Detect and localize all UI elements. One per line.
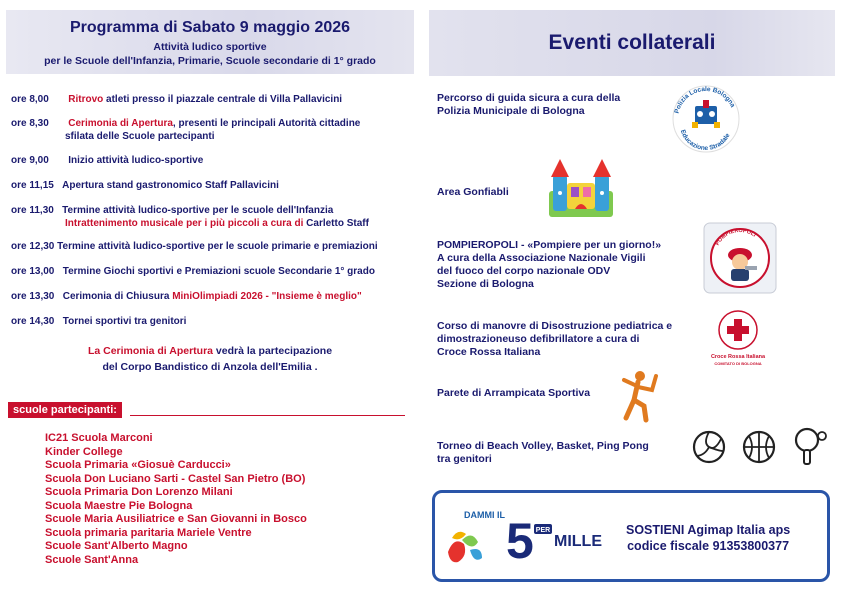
svg-text:5: 5 (506, 513, 534, 569)
svg-text:MILLE: MILLE (554, 533, 602, 550)
list-item: IC21 Scuola Marconi (45, 432, 153, 444)
svg-text:COMITATO DI BOLOGNA: COMITATO DI BOLOGNA (714, 361, 762, 366)
events-title: Eventi collaterali (548, 31, 716, 54)
schedule-item: ore 11,30 Termine attività ludico-sportive per le scuole dell'Infanzia Intrattenimento musicale per i più piccoli a cura di Carletto Staff (11, 205, 369, 229)
list-item: Scuola Don Luciano Sarti - Castel San Pietro (BO) (45, 472, 306, 485)
list-item: Scuola Primaria «Giosuè Carducci» (45, 459, 231, 471)
schedule-item: ore 13,30 Cerimonia di Chiusura MiniOlimpiadi 2026 - "Insieme è meglio" (11, 291, 362, 302)
event-item: Torneo di Beach Volley, Basket, Ping Pong tra genitori (437, 440, 649, 465)
program-title: Programma di Sabato 9 maggio 2026 (69, 19, 351, 36)
schedule-item: ore 8,30 Cerimonia di Apertura, presenti le principali Autorità cittadine sfilata delle Scuole partecipanti (11, 118, 361, 142)
list-item: Scuole Maria Ausiliatrice e San Giovanni in Bosco (45, 513, 307, 525)
svg-text:PER: PER (535, 527, 551, 534)
schedule-item: ore 11,15 Apertura stand gastronomico Staff Pallavicini (11, 180, 279, 191)
schedule-item: ore 13,00 Termine Giochi sportivi e Premiazioni scuole Secondarie 1° grado (11, 266, 375, 277)
volleyball-icon (691, 429, 727, 470)
list-item: Scuole Sant'Anna (45, 553, 139, 566)
basketball-icon (741, 429, 777, 470)
list-item: Scuole Sant'Alberto Magno (45, 540, 188, 552)
schools-list (45, 432, 307, 567)
list-item: Scuola Primaria Don Lorenzo Milani (45, 486, 233, 498)
list-item: Scuola primaria paritaria Mariele Ventre (45, 526, 252, 539)
svg-text:POMPIEROPOLI: POMPIEROPOLI (714, 227, 757, 247)
svg-text:DAMMI IL: DAMMI IL (464, 510, 505, 520)
police-badge-icon (668, 84, 744, 159)
event-item: POMPIEROPOLI - «Pompiere per un giorno!» A cura della Associazione Nazionale Vigili del fuoco del corpo nazionale ODV Sezione di Bologna (437, 239, 662, 290)
list-item: Scuola Maestre Pie Bologna (45, 499, 193, 512)
program-subtitle-schools: per le Scuole dell'Infanzia, Primarie, Scuole secondarie di 1° grado (44, 55, 376, 67)
event-item: Percorso di guida sicura a cura della Polizia Municipale di Bologna (437, 92, 621, 117)
list-item: Kinder College (45, 445, 123, 458)
program-header (6, 10, 414, 74)
svg-text:Polizia Locale Bologna: Polizia Locale Bologna (673, 85, 737, 115)
schedule-item: ore 9,00 Inizio attività ludico-sportive (11, 155, 204, 166)
program-subtitle: Attività ludico sportive (153, 41, 267, 53)
schools-header: scuole partecipanti: (8, 402, 122, 418)
firefighter-badge-icon (703, 222, 777, 299)
event-item: Corso di manovre di Disostruzione pediatrica e dimostrazioneuso defibrillatore a cura di Croce Rossa Italiana (437, 320, 673, 358)
event-item: Parete di Arrampicata Sportiva (437, 387, 591, 399)
schedule-item: ore 8,00 Ritrovo atleti presso il piazzale centrale di Villa Pallavicini (11, 94, 343, 105)
red-cross-icon (706, 306, 770, 375)
five-per-mille-logo (442, 500, 612, 579)
svg-text:Educazione Stradale: Educazione Stradale (678, 128, 732, 153)
events-header (429, 10, 835, 76)
event-item: Area Gonfiabli (437, 186, 509, 198)
schedule-item: ore 14,30 Tornei sportivi tra genitori (11, 316, 187, 327)
svg-text:Croce Rossa Italiana: Croce Rossa Italiana (710, 354, 766, 360)
ceremony-note: La Cerimonia di Apertura vedrà la partecipazione del Corpo Bandistico di Anzola dell'Emilia . (87, 345, 333, 373)
divider (130, 415, 405, 416)
ping-pong-icon (792, 427, 828, 472)
sponsor-text: SOSTIENI Agimap Italia aps codice fiscale 91353800377 (626, 523, 791, 553)
climber-icon (616, 368, 662, 429)
bouncy-castle-icon (541, 153, 621, 228)
schedule-item: ore 12,30 Termine attività ludico-sportive per le scuole primarie e premiazioni (11, 241, 378, 252)
